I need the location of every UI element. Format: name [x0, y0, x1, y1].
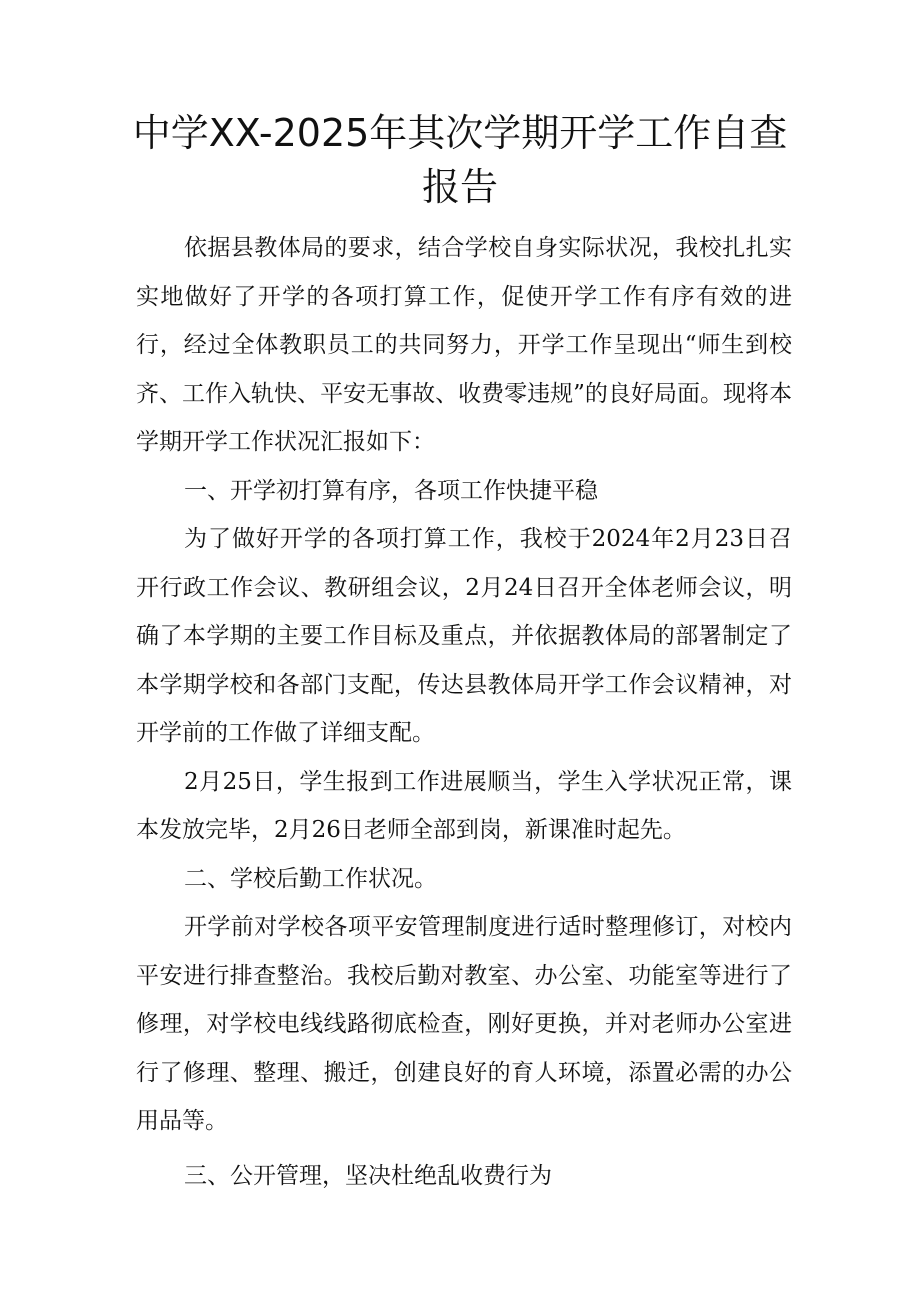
document-body	[136, 224, 792, 1200]
section-heading-1: 一、开学初打算有序，各项工作快捷平稳	[184, 477, 598, 504]
section-1-paragraph-1: 为了做好开学的各项打算工作，我校于2024年2月23日召开行政工作会议、教研组会议，2月24日召开全体老师会议，明确了本学期的主要工作目标及重点，并依据教体局的部署制定了本学期学校和各部门支配，传达县教体局开学工作会议精神，对开学前的工作做了详细支配。	[136, 526, 792, 746]
section-1-paragraph-2: 2月25日，学生报到工作进展顺当，学生入学状况正常，课本发放完毕，2月26日老师全部到岗，新课准时起先。	[136, 768, 792, 843]
document-title-line-1: 中学XX-2025年其次学期开学工作自查	[132, 111, 788, 155]
document-title-line-2: 报告	[421, 165, 498, 209]
section-heading-3: 三、公开管理，坚决杜绝乱收费行为	[184, 1162, 552, 1189]
document-title	[120, 106, 800, 214]
intro-paragraph: 依据县教体局的要求，结合学校自身实际状况，我校扎扎实实地做好了开学的各项打算工作，促使开学工作有序有效的进行，经过全体教职员工的共同努力，开学工作呈现出“师生到校齐、工作入轨快、平安无事故、收费零违规”的良好局面。现将本学期开学工作状况汇报如下：	[136, 235, 792, 455]
section-heading-2: 二、学校后勤工作状况。	[184, 865, 437, 892]
section-2-paragraph-1: 开学前对学校各项平安管理制度进行适时整理修订，对校内平安进行排查整治。我校后勤对教室、办公室、功能室等进行了修理，对学校电线线路彻底检查，刚好更换，并对老师办公室进行了修理、整理、搬迁，创建良好的育人环境，添置必需的办公用品等。	[136, 914, 792, 1134]
